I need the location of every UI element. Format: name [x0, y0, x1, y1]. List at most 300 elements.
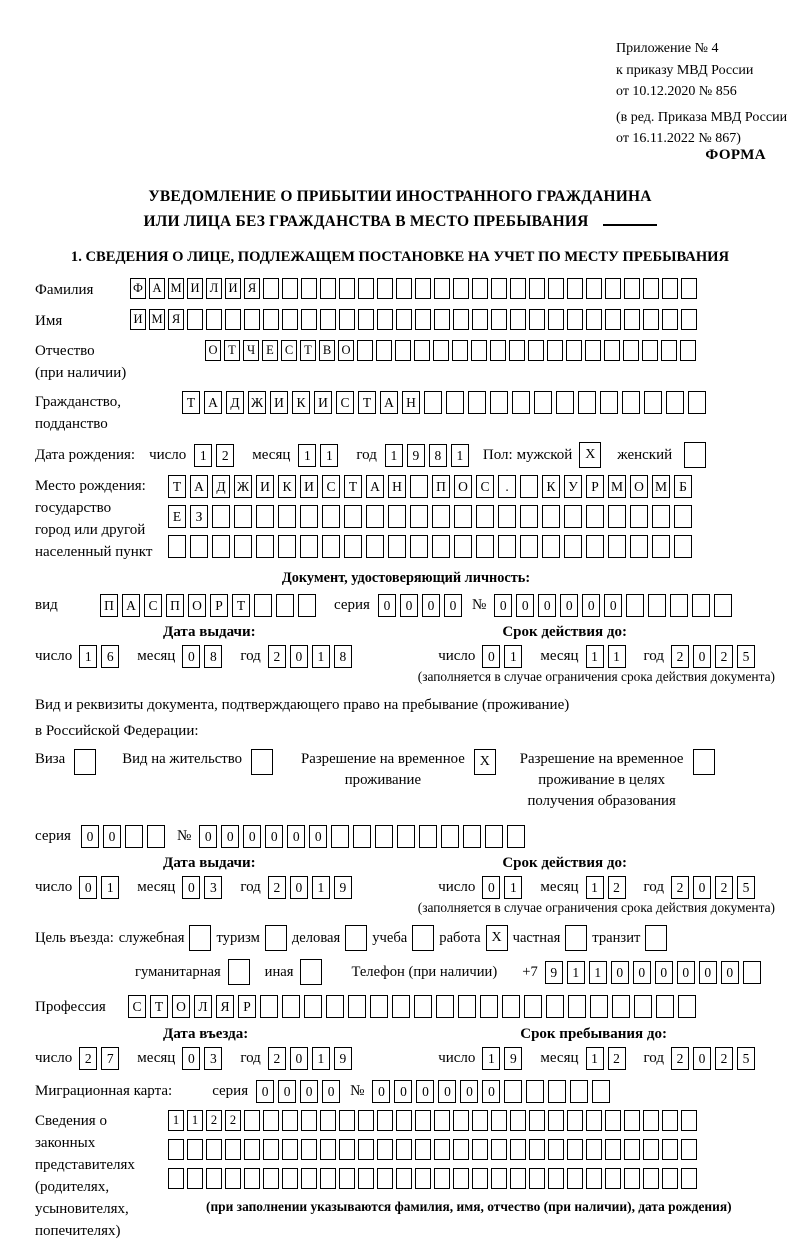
char-box[interactable]: [358, 1139, 374, 1160]
char-box[interactable]: [624, 1168, 640, 1189]
char-box[interactable]: [490, 391, 508, 414]
char-box[interactable]: [375, 825, 393, 848]
char-box[interactable]: П: [432, 475, 450, 498]
char-box[interactable]: 0: [256, 1080, 274, 1103]
char-box[interactable]: [377, 1168, 393, 1189]
char-box[interactable]: [331, 825, 349, 848]
char-box[interactable]: [468, 391, 486, 414]
char-box[interactable]: [605, 1168, 621, 1189]
char-box[interactable]: Т: [344, 475, 362, 498]
char-box[interactable]: У: [564, 475, 582, 498]
char-box[interactable]: 0: [604, 594, 622, 617]
char-box[interactable]: 0: [633, 961, 651, 984]
char-box[interactable]: [566, 340, 582, 361]
char-box[interactable]: [433, 340, 449, 361]
char-box[interactable]: [681, 1168, 697, 1189]
char-box[interactable]: [300, 505, 318, 528]
char-box[interactable]: Е: [262, 340, 278, 361]
char-box[interactable]: [548, 1168, 564, 1189]
char-box[interactable]: Н: [388, 475, 406, 498]
checkbox-purpose-official[interactable]: [189, 925, 211, 951]
char-box[interactable]: М: [608, 475, 626, 498]
checkbox-sex-male[interactable]: X: [579, 442, 601, 468]
char-box[interactable]: [168, 1139, 184, 1160]
char-box[interactable]: 0: [300, 1080, 318, 1103]
char-box[interactable]: А: [366, 475, 384, 498]
char-box[interactable]: [282, 309, 298, 330]
char-box[interactable]: [377, 309, 393, 330]
char-box[interactable]: 0: [693, 645, 711, 668]
char-box[interactable]: .: [498, 475, 516, 498]
char-box[interactable]: [681, 309, 697, 330]
char-box[interactable]: [415, 309, 431, 330]
char-box[interactable]: [410, 535, 428, 558]
char-box[interactable]: [648, 594, 666, 617]
char-box[interactable]: С: [322, 475, 340, 498]
char-box[interactable]: [434, 1110, 450, 1131]
char-box[interactable]: М: [168, 278, 184, 299]
char-box[interactable]: [643, 1168, 659, 1189]
char-box[interactable]: О: [172, 995, 190, 1018]
char-box[interactable]: [395, 340, 411, 361]
char-box[interactable]: А: [122, 594, 140, 617]
char-box[interactable]: [453, 278, 469, 299]
char-box[interactable]: [626, 594, 644, 617]
char-box[interactable]: К: [278, 475, 296, 498]
char-box[interactable]: 2: [206, 1110, 222, 1131]
char-box[interactable]: [547, 340, 563, 361]
char-box[interactable]: 2: [715, 1047, 733, 1070]
char-box[interactable]: И: [270, 391, 288, 414]
char-box[interactable]: [301, 309, 317, 330]
char-box[interactable]: [688, 391, 706, 414]
char-box[interactable]: 0: [322, 1080, 340, 1103]
char-box[interactable]: 0: [494, 594, 512, 617]
char-box[interactable]: [678, 995, 696, 1018]
char-box[interactable]: [612, 995, 630, 1018]
char-box[interactable]: [377, 278, 393, 299]
char-box[interactable]: 0: [538, 594, 556, 617]
char-box[interactable]: [491, 309, 507, 330]
char-box[interactable]: [586, 278, 602, 299]
char-box[interactable]: [320, 278, 336, 299]
char-box[interactable]: 2: [216, 444, 234, 467]
char-box[interactable]: [168, 1168, 184, 1189]
char-box[interactable]: 1: [567, 961, 585, 984]
char-box[interactable]: [234, 535, 252, 558]
char-box[interactable]: [278, 535, 296, 558]
char-box[interactable]: [476, 505, 494, 528]
char-box[interactable]: [643, 309, 659, 330]
char-box[interactable]: [458, 995, 476, 1018]
char-box[interactable]: [225, 1139, 241, 1160]
char-box[interactable]: [666, 391, 684, 414]
char-box[interactable]: [476, 535, 494, 558]
char-box[interactable]: 1: [451, 444, 469, 467]
char-box[interactable]: Т: [224, 340, 240, 361]
char-box[interactable]: [510, 1110, 526, 1131]
char-box[interactable]: [605, 278, 621, 299]
char-box[interactable]: 1: [312, 876, 330, 899]
char-box[interactable]: О: [338, 340, 354, 361]
char-box[interactable]: [282, 1168, 298, 1189]
char-box[interactable]: [366, 505, 384, 528]
char-box[interactable]: П: [166, 594, 184, 617]
char-box[interactable]: [608, 505, 626, 528]
char-box[interactable]: [453, 1110, 469, 1131]
char-box[interactable]: [502, 995, 520, 1018]
char-box[interactable]: [358, 1168, 374, 1189]
char-box[interactable]: [674, 535, 692, 558]
char-box[interactable]: А: [149, 278, 165, 299]
char-box[interactable]: [681, 1139, 697, 1160]
char-box[interactable]: [605, 309, 621, 330]
char-box[interactable]: [320, 1168, 336, 1189]
char-box[interactable]: [510, 278, 526, 299]
char-box[interactable]: Ч: [243, 340, 259, 361]
char-box[interactable]: 2: [268, 876, 286, 899]
char-box[interactable]: [510, 1168, 526, 1189]
char-box[interactable]: [225, 1168, 241, 1189]
char-box[interactable]: [490, 340, 506, 361]
checkbox-purpose-transit[interactable]: [645, 925, 667, 951]
char-box[interactable]: [681, 278, 697, 299]
char-box[interactable]: 0: [582, 594, 600, 617]
char-box[interactable]: [300, 535, 318, 558]
char-box[interactable]: [397, 825, 415, 848]
char-box[interactable]: [472, 1139, 488, 1160]
char-box[interactable]: Я: [168, 309, 184, 330]
char-box[interactable]: 0: [394, 1080, 412, 1103]
char-box[interactable]: 0: [372, 1080, 390, 1103]
char-box[interactable]: [567, 1110, 583, 1131]
char-box[interactable]: [206, 309, 222, 330]
char-box[interactable]: [498, 535, 516, 558]
char-box[interactable]: О: [205, 340, 221, 361]
char-box[interactable]: М: [149, 309, 165, 330]
char-box[interactable]: [410, 505, 428, 528]
char-box[interactable]: [415, 1168, 431, 1189]
char-box[interactable]: [256, 535, 274, 558]
char-box[interactable]: 0: [182, 876, 200, 899]
char-box[interactable]: [187, 309, 203, 330]
char-box[interactable]: [623, 340, 639, 361]
char-box[interactable]: [326, 995, 344, 1018]
char-box[interactable]: [605, 1110, 621, 1131]
char-box[interactable]: 7: [101, 1047, 119, 1070]
char-box[interactable]: [187, 1139, 203, 1160]
char-box[interactable]: [322, 505, 340, 528]
char-box[interactable]: [692, 594, 710, 617]
char-box[interactable]: [526, 1080, 544, 1103]
char-box[interactable]: [244, 1168, 260, 1189]
char-box[interactable]: [548, 1080, 566, 1103]
char-box[interactable]: Е: [168, 505, 186, 528]
char-box[interactable]: 0: [516, 594, 534, 617]
char-box[interactable]: Т: [358, 391, 376, 414]
checkbox-purpose-private[interactable]: [565, 925, 587, 951]
char-box[interactable]: С: [144, 594, 162, 617]
char-box[interactable]: [415, 1139, 431, 1160]
char-box[interactable]: [392, 995, 410, 1018]
char-box[interactable]: [434, 1139, 450, 1160]
char-box[interactable]: [419, 825, 437, 848]
char-box[interactable]: [453, 1168, 469, 1189]
char-box[interactable]: [743, 961, 761, 984]
char-box[interactable]: 0: [400, 594, 418, 617]
char-box[interactable]: [674, 505, 692, 528]
char-box[interactable]: [529, 1110, 545, 1131]
char-box[interactable]: [662, 1139, 678, 1160]
char-box[interactable]: [454, 505, 472, 528]
char-box[interactable]: [662, 309, 678, 330]
char-box[interactable]: [644, 391, 662, 414]
char-box[interactable]: [546, 995, 564, 1018]
char-box[interactable]: [548, 1139, 564, 1160]
char-box[interactable]: [396, 1110, 412, 1131]
char-box[interactable]: [282, 1110, 298, 1131]
char-box[interactable]: 0: [416, 1080, 434, 1103]
char-box[interactable]: [714, 594, 732, 617]
char-box[interactable]: [586, 309, 602, 330]
char-box[interactable]: [534, 391, 552, 414]
char-box[interactable]: [624, 278, 640, 299]
char-box[interactable]: [434, 278, 450, 299]
char-box[interactable]: Р: [586, 475, 604, 498]
char-box[interactable]: [320, 1110, 336, 1131]
char-box[interactable]: 0: [444, 594, 462, 617]
char-box[interactable]: [366, 535, 384, 558]
char-box[interactable]: [529, 1139, 545, 1160]
char-box[interactable]: [472, 1110, 488, 1131]
char-box[interactable]: 1: [320, 444, 338, 467]
char-box[interactable]: Б: [674, 475, 692, 498]
checkbox-purpose-study[interactable]: [412, 925, 434, 951]
char-box[interactable]: [661, 340, 677, 361]
char-box[interactable]: [491, 278, 507, 299]
char-box[interactable]: 0: [290, 645, 308, 668]
char-box[interactable]: 1: [586, 645, 604, 668]
checkbox-purpose-tourism[interactable]: [265, 925, 287, 951]
char-box[interactable]: [414, 995, 432, 1018]
char-box[interactable]: [556, 391, 574, 414]
char-box[interactable]: [348, 995, 366, 1018]
char-box[interactable]: 0: [309, 825, 327, 848]
char-box[interactable]: [282, 995, 300, 1018]
char-box[interactable]: [480, 995, 498, 1018]
char-box[interactable]: 0: [693, 876, 711, 899]
char-box[interactable]: 9: [334, 1047, 352, 1070]
char-box[interactable]: [564, 535, 582, 558]
char-box[interactable]: [568, 995, 586, 1018]
char-box[interactable]: [586, 505, 604, 528]
char-box[interactable]: В: [319, 340, 335, 361]
char-box[interactable]: [244, 309, 260, 330]
char-box[interactable]: 1: [79, 645, 97, 668]
char-box[interactable]: [304, 995, 322, 1018]
char-box[interactable]: Я: [216, 995, 234, 1018]
char-box[interactable]: И: [130, 309, 146, 330]
char-box[interactable]: [190, 535, 208, 558]
char-box[interactable]: С: [128, 995, 146, 1018]
char-box[interactable]: К: [542, 475, 560, 498]
char-box[interactable]: [662, 1168, 678, 1189]
char-box[interactable]: [585, 340, 601, 361]
char-box[interactable]: 5: [737, 1047, 755, 1070]
char-box[interactable]: 5: [737, 876, 755, 899]
char-box[interactable]: [453, 1139, 469, 1160]
char-box[interactable]: [520, 535, 538, 558]
char-box[interactable]: [282, 1139, 298, 1160]
char-box[interactable]: К: [292, 391, 310, 414]
char-box[interactable]: [147, 825, 165, 848]
char-box[interactable]: Т: [300, 340, 316, 361]
char-box[interactable]: Л: [194, 995, 212, 1018]
char-box[interactable]: [432, 535, 450, 558]
char-box[interactable]: [567, 309, 583, 330]
char-box[interactable]: [263, 1168, 279, 1189]
char-box[interactable]: [212, 535, 230, 558]
char-box[interactable]: [491, 1139, 507, 1160]
char-box[interactable]: [396, 278, 412, 299]
char-box[interactable]: [504, 1080, 522, 1103]
char-box[interactable]: [206, 1139, 222, 1160]
checkbox-purpose-other[interactable]: [300, 959, 322, 985]
char-box[interactable]: [415, 278, 431, 299]
char-box[interactable]: 0: [278, 1080, 296, 1103]
char-box[interactable]: [187, 1168, 203, 1189]
char-box[interactable]: [586, 1168, 602, 1189]
char-box[interactable]: [388, 505, 406, 528]
char-box[interactable]: [276, 594, 294, 617]
checkbox-sex-female[interactable]: [684, 442, 706, 468]
char-box[interactable]: [567, 278, 583, 299]
char-box[interactable]: З: [190, 505, 208, 528]
char-box[interactable]: 0: [287, 825, 305, 848]
char-box[interactable]: [652, 505, 670, 528]
char-box[interactable]: [377, 1139, 393, 1160]
char-box[interactable]: 1: [608, 645, 626, 668]
char-box[interactable]: 0: [290, 1047, 308, 1070]
char-box[interactable]: 1: [586, 876, 604, 899]
char-box[interactable]: [680, 340, 696, 361]
char-box[interactable]: [414, 340, 430, 361]
char-box[interactable]: [485, 825, 503, 848]
char-box[interactable]: 1: [187, 1110, 203, 1131]
char-box[interactable]: 2: [671, 876, 689, 899]
char-box[interactable]: 2: [268, 1047, 286, 1070]
char-box[interactable]: [206, 1168, 222, 1189]
char-box[interactable]: [605, 1139, 621, 1160]
char-box[interactable]: [634, 995, 652, 1018]
char-box[interactable]: 0: [243, 825, 261, 848]
char-box[interactable]: [510, 1139, 526, 1160]
char-box[interactable]: 6: [101, 645, 119, 668]
char-box[interactable]: 8: [204, 645, 222, 668]
char-box[interactable]: [524, 995, 542, 1018]
char-box[interactable]: Н: [402, 391, 420, 414]
char-box[interactable]: 1: [312, 1047, 330, 1070]
checkbox-temp-residence[interactable]: X: [474, 749, 496, 775]
char-box[interactable]: [254, 594, 272, 617]
char-box[interactable]: [434, 309, 450, 330]
char-box[interactable]: [642, 340, 658, 361]
char-box[interactable]: [357, 340, 373, 361]
char-box[interactable]: О: [454, 475, 472, 498]
char-box[interactable]: [344, 535, 362, 558]
char-box[interactable]: [339, 278, 355, 299]
char-box[interactable]: 0: [560, 594, 578, 617]
char-box[interactable]: [542, 535, 560, 558]
char-box[interactable]: И: [256, 475, 274, 498]
char-box[interactable]: [298, 594, 316, 617]
char-box[interactable]: [263, 1139, 279, 1160]
char-box[interactable]: [630, 535, 648, 558]
char-box[interactable]: О: [630, 475, 648, 498]
checkbox-purpose-humanitarian[interactable]: [228, 959, 250, 985]
char-box[interactable]: 2: [671, 1047, 689, 1070]
char-box[interactable]: [670, 594, 688, 617]
char-box[interactable]: [643, 1110, 659, 1131]
char-box[interactable]: Д: [212, 475, 230, 498]
char-box[interactable]: [471, 340, 487, 361]
char-box[interactable]: Т: [168, 475, 186, 498]
char-box[interactable]: [570, 1080, 588, 1103]
char-box[interactable]: [510, 309, 526, 330]
char-box[interactable]: 1: [586, 1047, 604, 1070]
char-box[interactable]: [225, 309, 241, 330]
char-box[interactable]: 0: [422, 594, 440, 617]
char-box[interactable]: С: [476, 475, 494, 498]
char-box[interactable]: [339, 309, 355, 330]
char-box[interactable]: [452, 340, 468, 361]
char-box[interactable]: 0: [438, 1080, 456, 1103]
char-box[interactable]: [301, 1139, 317, 1160]
char-box[interactable]: [344, 505, 362, 528]
char-box[interactable]: [244, 1139, 260, 1160]
char-box[interactable]: [662, 1110, 678, 1131]
char-box[interactable]: 0: [81, 825, 99, 848]
char-box[interactable]: [434, 1168, 450, 1189]
char-box[interactable]: 1: [504, 876, 522, 899]
char-box[interactable]: [212, 505, 230, 528]
char-box[interactable]: [454, 535, 472, 558]
checkbox-temp-residence-education[interactable]: [693, 749, 715, 775]
char-box[interactable]: [586, 1139, 602, 1160]
char-box[interactable]: 0: [103, 825, 121, 848]
char-box[interactable]: [681, 1110, 697, 1131]
char-box[interactable]: [453, 309, 469, 330]
checkbox-purpose-work[interactable]: X: [486, 925, 508, 951]
char-box[interactable]: Р: [238, 995, 256, 1018]
char-box[interactable]: [415, 1110, 431, 1131]
char-box[interactable]: [396, 1139, 412, 1160]
char-box[interactable]: 0: [677, 961, 695, 984]
char-box[interactable]: [388, 535, 406, 558]
char-box[interactable]: 0: [482, 1080, 500, 1103]
char-box[interactable]: 1: [168, 1110, 184, 1131]
char-box[interactable]: 0: [721, 961, 739, 984]
char-box[interactable]: [339, 1110, 355, 1131]
char-box[interactable]: [396, 1168, 412, 1189]
char-box[interactable]: [567, 1168, 583, 1189]
char-box[interactable]: [377, 1110, 393, 1131]
char-box[interactable]: 0: [655, 961, 673, 984]
char-box[interactable]: 2: [608, 1047, 626, 1070]
char-box[interactable]: [529, 1168, 545, 1189]
char-box[interactable]: 9: [545, 961, 563, 984]
char-box[interactable]: [491, 1168, 507, 1189]
